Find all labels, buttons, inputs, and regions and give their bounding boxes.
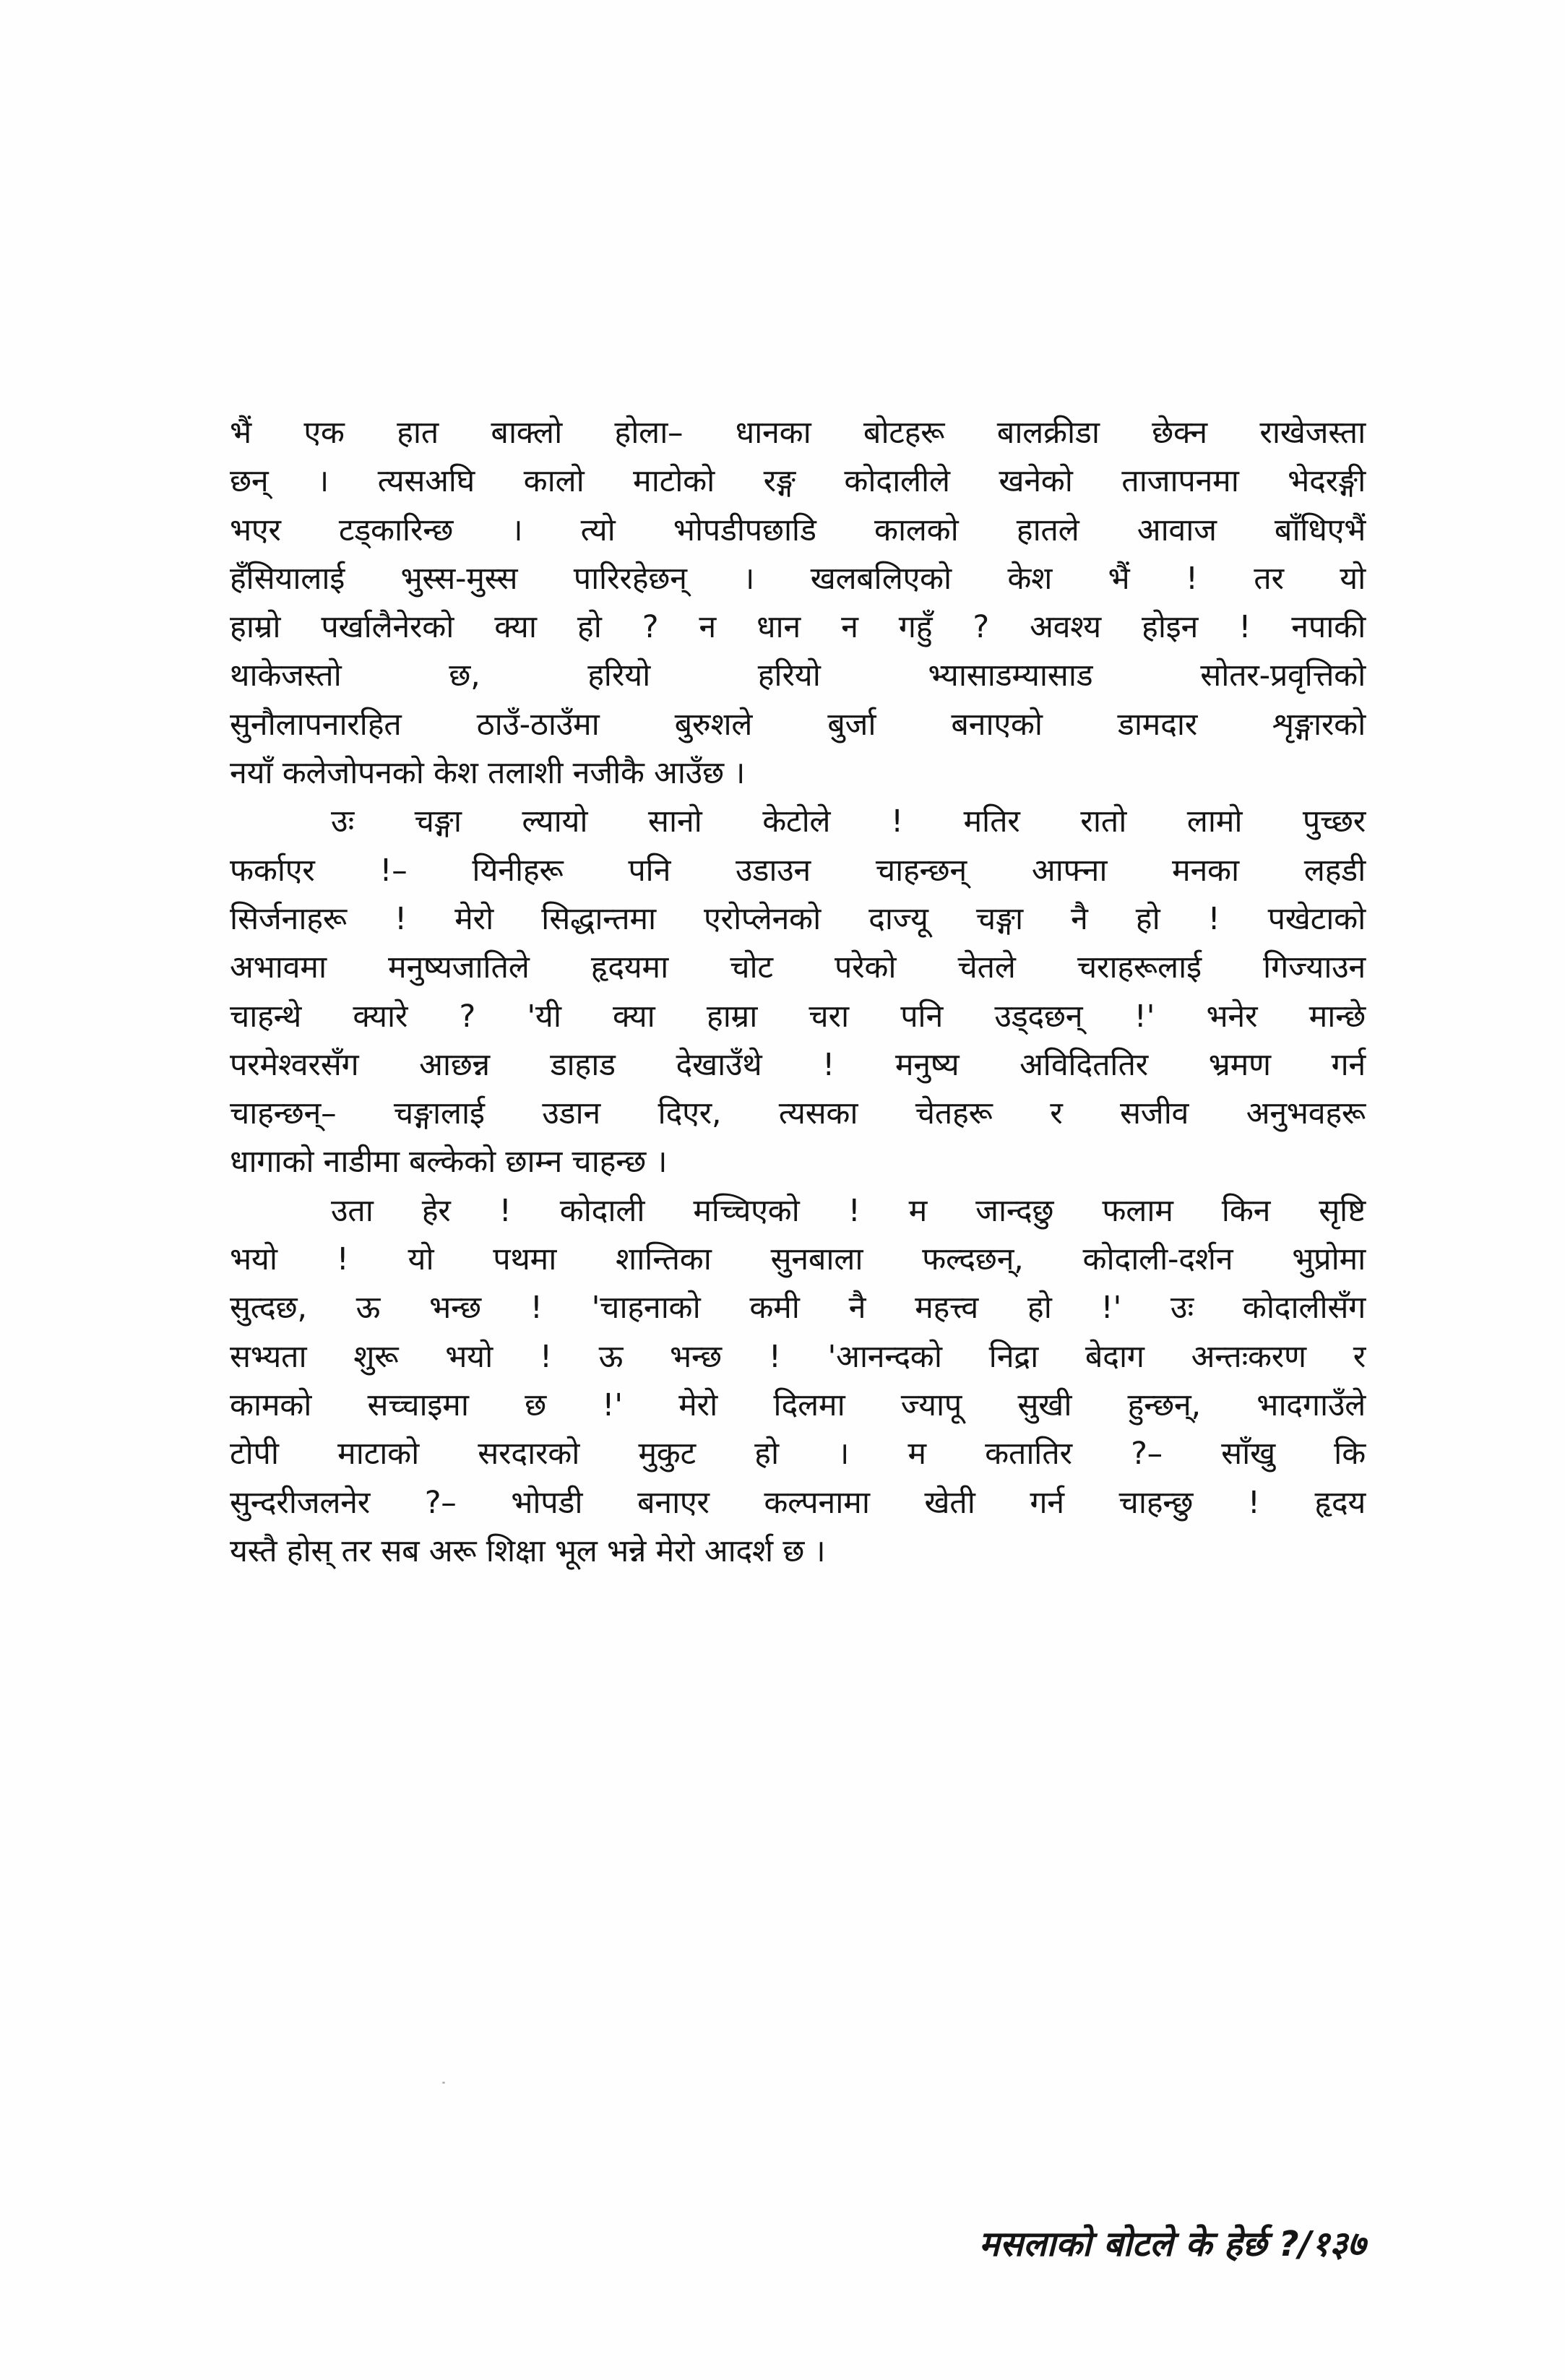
text-line-paragraph-end: नयाँ कलेजोपनको केश तलाशी नजीकै आउँछ । xyxy=(230,755,746,792)
running-footer: मसलाको बोटले के हेर्छ ?/१३७ xyxy=(978,2224,1366,2264)
text-line: फर्काएर !– यिनीहरू पनि उडाउन चाहन्छन् आफ्ना मनका लहडी xyxy=(230,852,1366,889)
text-line-paragraph-start: उः चङ्गा ल्यायो सानो केटोले ! मतिर रातो लामो पुच्छर xyxy=(331,803,1366,840)
text-line: सुत्दछ, ऊ भन्छ ! 'चाहनाको कमी नै महत्त्व हो !' उः कोदालीसँग xyxy=(230,1290,1366,1327)
text-line: भएर टड्कारिन्छ । त्यो भोपडीपछाडि कालको हातले आवाज बाँधिएभैं xyxy=(230,512,1366,548)
text-line: छन् । त्यसअघि कालो माटोको रङ्ग कोदालीले खनेको ताजापनमा भेदरङ्गी xyxy=(230,463,1366,500)
text-line: थाकेजस्तो छ, हरियो हरियो भ्यासाडम्यासाड सोतर-प्रवृत्तिको xyxy=(230,657,1366,694)
text-line: सिर्जनाहरू ! मेरो सिद्धान्तमा एरोप्लेनको दाज्यू चङ्गा नै हो ! पखेटाको xyxy=(230,900,1366,937)
text-line: कामको सच्चाइमा छ !' मेरो दिलमा ज्यापू सुखी हुन्छन्, भादगाउँले xyxy=(230,1387,1366,1423)
text-line-paragraph-end: यस्तै होस् तर सब अरू शिक्षा भूल भन्ने मेरो आदर्श छ । xyxy=(230,1532,826,1569)
text-line: सभ्यता शुरू भयो ! ऊ भन्छ ! 'आनन्दको निद्रा बेदाग अन्तःकरण र xyxy=(230,1338,1366,1375)
text-line-paragraph-start: उता हेर ! कोदाली मच्चिएको ! म जान्दछु फलाम किन सृष्टि xyxy=(331,1192,1366,1229)
text-line-paragraph-end: धागाको नाडीमा बल्केको छाम्न चाहन्छ । xyxy=(230,1144,668,1181)
text-line: हँसियालाई भुस्स-मुस्स पारिरहेछन् । खलबलिएको केश भैं ! तर यो xyxy=(230,560,1366,597)
text-line: सुन्दरीजलनेर ?– भोपडी बनाएर कल्पनामा खेती गर्न चाहन्छु ! हृदय xyxy=(230,1484,1366,1521)
text-line: हाम्रो पर्खालैनेरको क्या हो ? न धान न गहुँ ? अवश्य होइन ! नपाकी xyxy=(230,609,1366,646)
text-line: चाहन्थे क्यारे ? 'यी क्या हाम्रा चरा पनि उड्दछन् !' भनेर मान्छे xyxy=(230,998,1366,1035)
body-text xyxy=(230,409,1366,1576)
text-line: परमेश्वरसँग आछन्न डाहाड देखाउँथे ! मनुष्य अविदिततिर भ्रमण गर्न xyxy=(230,1046,1366,1083)
text-line: भैं एक हात बाक्लो होला– धानका बोटहरू बालक्रीडा छेक्न राखेजस्ता xyxy=(230,415,1366,451)
text-line: अभावमा मनुष्यजातिले हृदयमा चोट परेको चेतले चराहरूलाई गिज्याउन xyxy=(230,949,1366,986)
text-line: टोपी माटाको सरदारको मुकुट हो । म कतातिर ?– साँखु कि xyxy=(230,1436,1366,1473)
text-line: भयो ! यो पथमा शान्तिका सुनबाला फल्दछन्, कोदाली-दर्शन भुप्रोमा xyxy=(230,1241,1366,1278)
scan-speck xyxy=(442,2082,445,2084)
text-line: सुनौलापनारहित ठाउँ-ठाउँमा बुरुशले बुर्जा बनाएको डामदार शृङ्गारको xyxy=(230,706,1366,743)
text-line: चाहन्छन्– चङ्गालाई उडान दिएर, त्यसका चेतहरू र सजीव अनुभवहरू xyxy=(230,1095,1366,1132)
